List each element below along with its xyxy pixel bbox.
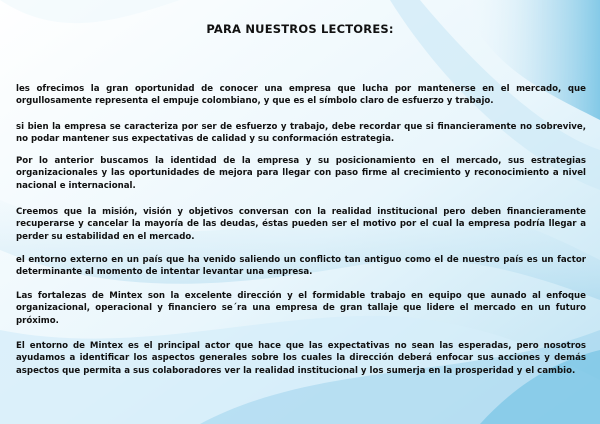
page-title: PARA NUESTROS LECTORES: [206,22,394,36]
paragraph-6: Las fortalezas de Mintex son la excelente dirección y el formidable trabajo en equipo que aunado al enfoque organizacional, operacional y financiero se´ra una empresa de gran tallaje que lidere el mercado en un futuro próximo. [16,291,586,326]
paragraph-5: el entorno externo en un país que ha venido saliendo un conflicto tan antiguo como el de nuestro país es un factor determinante al momento de intentar levantar una empresa. [16,255,586,278]
paragraph-2: si bien la empresa se caracteriza por ser de esfuerzo y trabajo, debe recordar que si financieramente no sobrevive, no podar mantener sus expectativas de calidad y su conformación estrategia. [16,122,586,145]
paragraph-7: El entorno de Mintex es el principal actor que hace que las expectativas no sean las esperadas, pero nosotros ayudamos a identificar los aspectos generales sobre los cuales la dirección deberá enfocar sus acciones y demás aspectos que permita a sus colaboradores ver la realidad institucional y los sumerja en la prosperidad y el cambio. [16,341,586,376]
paragraph-4: Creemos que la misión, visión y objetivos conversan con la realidad institucional pero deben financieramente recuperarse y cancelar la mayoría de las deudas, éstas pueden ser el motivo por el cual la empresa podría llegar a perder su estabilidad en el mercado. [16,207,586,242]
paragraph-1: les ofrecimos la gran oportunidad de conocer una empresa que lucha por mantenerse en el mercado, que orgullosamente representa el empuje colombiano, y que es el símbolo claro de esfuerzo y trabajo. [16,84,586,107]
paragraph-3: Por lo anterior buscamos la identidad de la empresa y su posicionamiento en el mercado, sus estrategias organizacionales y las oportunidades de mejora para llegar con paso firme al crecimiento y reconocimiento a nivel nacional e internacional. [16,156,586,191]
